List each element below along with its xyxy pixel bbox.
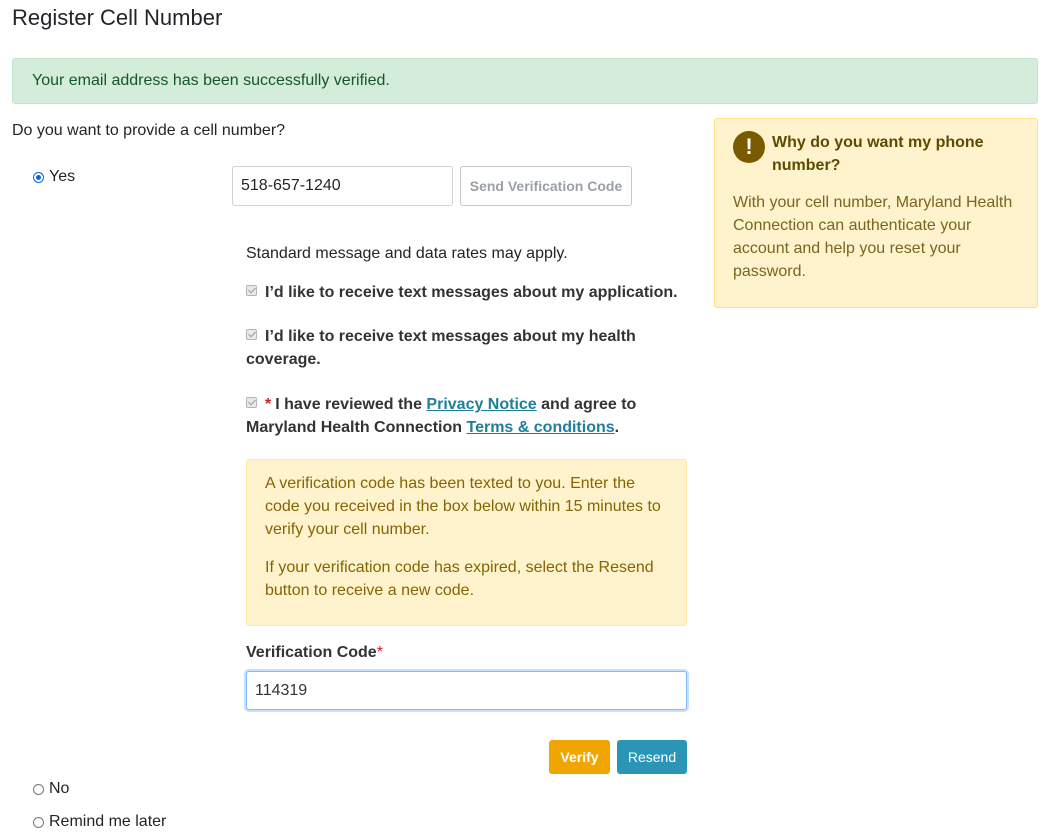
verification-alert-text-2: If your verification code has expired, select the Resend button to receive a new code.: [265, 559, 654, 599]
radio-remind-later-label: Remind me later: [49, 813, 167, 830]
checkbox-application[interactable]: [246, 285, 257, 296]
cell-number-question: Do you want to provide a cell number?: [12, 122, 286, 139]
resend-button[interactable]: Resend: [617, 740, 687, 774]
radio-no-label: No: [49, 780, 70, 797]
radio-remind-later[interactable]: [33, 813, 166, 831]
radio-no[interactable]: [33, 780, 69, 798]
verify-button[interactable]: Verify: [549, 740, 610, 774]
verification-code-alert: [246, 459, 687, 626]
email-verified-alert: Your email address has been successfully verified.: [12, 58, 1038, 104]
exclamation-icon: !: [733, 131, 765, 163]
checkbox-application-label: I’d like to receive text messages about my application.: [265, 284, 678, 301]
send-verification-code-button[interactable]: Send Verification Code: [460, 166, 632, 206]
checkbox-coverage-row[interactable]: [246, 325, 686, 371]
radio-remind-later-indicator[interactable]: [33, 817, 44, 828]
checkbox-privacy[interactable]: [246, 397, 257, 408]
verification-code-input[interactable]: [246, 671, 687, 710]
checkbox-coverage-label: I’d like to receive text messages about my health coverage.: [246, 328, 636, 368]
privacy-text-pre: I have reviewed the: [275, 396, 422, 413]
checkbox-application-row[interactable]: [246, 281, 686, 304]
privacy-notice-link[interactable]: Privacy Notice: [426, 396, 537, 413]
required-mark: *: [265, 396, 272, 413]
phone-number-input[interactable]: [232, 166, 453, 206]
privacy-text-end: .: [614, 419, 620, 436]
verification-code-label-text: Verification Code: [246, 644, 377, 661]
phone-info-title: Why do you want my phone number?: [772, 134, 984, 174]
privacy-text-mid: and agree to Maryland Health Connection: [246, 396, 637, 436]
verification-code-label: [246, 642, 383, 664]
checkbox-coverage[interactable]: [246, 329, 257, 340]
verification-code-required-mark: *: [376, 644, 383, 661]
phone-info-text: With your cell number, Maryland Health Connection can authenticate your account and help you reset your password.: [733, 194, 1013, 280]
checkbox-privacy-row[interactable]: [246, 393, 686, 439]
page-title: Register Cell Number: [12, 5, 223, 30]
radio-no-indicator[interactable]: [33, 784, 44, 795]
rates-note: Standard message and data rates may apply.: [246, 245, 568, 262]
terms-conditions-link[interactable]: Terms & conditions: [466, 419, 615, 436]
phone-info-panel: [714, 118, 1038, 308]
radio-yes[interactable]: [33, 168, 75, 186]
radio-yes-label: Yes: [49, 168, 76, 185]
radio-yes-indicator[interactable]: [33, 172, 44, 183]
verification-alert-text-1: A verification code has been texted to you. Enter the code you received in the box below within 15 minutes to verify your cell number.: [265, 475, 661, 538]
